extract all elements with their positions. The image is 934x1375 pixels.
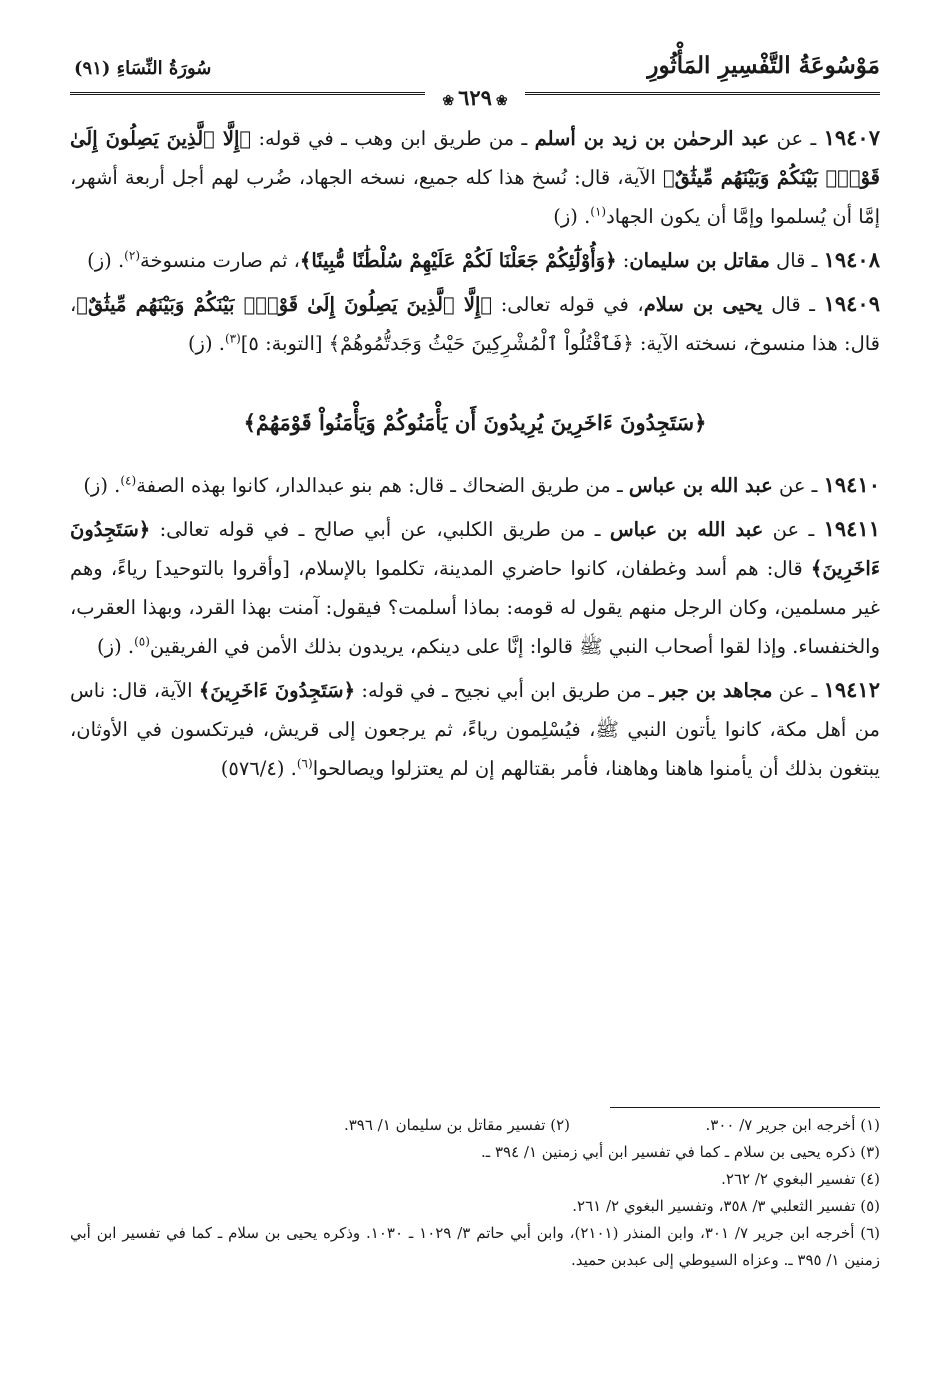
entry-chain: ، في قوله تعالى: — [492, 293, 644, 316]
main-text — [70, 118, 880, 792]
entry-text: هم بنو عبدالدار، كانوا بهذه الصفة — [136, 474, 402, 497]
entry-chain: ـ من طريق الضحاك ـ قال: — [401, 474, 629, 497]
surah-label: سُورَةُ النِّسَاءِ (٩١) — [74, 58, 212, 79]
header-rule-left — [70, 92, 425, 95]
entry-text: ، قال: هذا منسوخ، نسخته الآية: ﴿فَٱقْتُلُواْ ٱلْمُشْرِكِينَ حَيْثُ وَجَدتُّمُوهُمْ﴾ [التوبة: ٥] — [70, 293, 880, 355]
entry-intro: ـ عن — [769, 127, 824, 150]
entry-tail: . (ز) — [553, 205, 591, 228]
verse-heading: ﴿سَتَجِدُونَ ءَاخَرِينَ يُرِيدُونَ أَن يَأْمَنُوكُمْ وَيَأْمَنُواْ قَوْمَهُمْ﴾ — [243, 410, 707, 435]
entry-number: ١٩٤١٢ — [823, 677, 880, 702]
footnote-5: (٥) تفسير الثعلبي ٣/ ٣٥٨، وتفسير البغوي ٢/ ٢٦١. — [572, 1197, 880, 1215]
entry-intro: ـ قال — [769, 249, 824, 272]
quran-quote: ﴿إِلَّا ٱلَّذِينَ يَصِلُونَ إِلَىٰ قَوْمِۭ بَيْنَكُمْ وَبَيْنَهُم مِّيثَٰقٌ﴾ — [70, 127, 880, 189]
entry-text: قال: هم أسد وغطفان، كانوا حاضري المدينة، تكلموا بالإسلام، [وأقروا بالتوحيد] رياءً، وهم غير مسلمين، وكان الرجل منهم يقول له قومه: بماذا أسلمت؟ فيقول: آمنت بهذا القرد، وبهذا العقرب، والخنفساء. وإذا لقوا أصحاب النبي ﷺ قالوا: إنَّا على دينكم، يريدون بذلك الأمن في الفريقين — [70, 557, 880, 658]
ornament-right-icon: ❀ — [495, 93, 508, 109]
entry-19409 — [70, 284, 880, 363]
series-title: مَوْسُوعَةُ التَّفْسِيرِ المَأْثُورِ — [647, 52, 880, 79]
entry-chain: ـ من طريق ابن أبي نجيح ـ في قوله: — [355, 679, 661, 702]
entry-intro: ـ قال — [762, 293, 824, 316]
page-number-block — [425, 86, 525, 113]
footnote-6: (٦) أخرجه ابن جرير ٧/ ٣٠١، وابن المنذر (٢١٠١)، وابن أبي حاتم ٣/ ١٠٢٩ ـ ١٠٣٠. وذكره يحيى بن سلام ـ كما في تفسير ابن أبي زمنين ١/ ٣٩٥ ـ. وعزاه السيوطي إلى عبدبن حميد. — [70, 1224, 881, 1269]
entry-tail: . (ز) — [187, 332, 225, 355]
entry-chain: ـ من طريق الكلبي، عن أبي صالح ـ في قوله تعالى: — [150, 518, 610, 541]
entry-text: ، ثم صارت منسوخة — [140, 249, 300, 272]
footnote-marker[interactable]: (٥) — [134, 634, 150, 649]
footnote-4: (٤) تفسير البغوي ٢/ ٢٦٢. — [721, 1170, 880, 1188]
narrator-name: عبد الله بن عباس — [628, 474, 773, 497]
entry-number: ١٩٤٠٨ — [823, 247, 880, 272]
narrator-name: مقاتل بن سليمان — [629, 249, 770, 272]
entry-chain: ـ من طريق ابن وهب ـ في قوله: — [251, 127, 535, 150]
entry-number: ١٩٤٠٧ — [823, 125, 880, 150]
footnote-row — [70, 1112, 880, 1139]
entry-chain: : — [616, 249, 630, 272]
entry-19410 — [70, 465, 880, 505]
entry-19411 — [70, 509, 880, 666]
narrator-name: يحيى بن سلام — [643, 293, 763, 316]
page-number: ٦٢٩ — [458, 85, 492, 110]
footnote-marker[interactable]: (٢) — [124, 248, 140, 263]
entry-number: ١٩٤١٠ — [823, 472, 880, 497]
quran-quote: ﴿وَأُوْلَٰٓئِكُمْ جَعَلْنَا لَكُمْ عَلَيْهِمْ سُلْطَٰنًا مُّبِينًا﴾ — [299, 249, 617, 272]
footnote-3: (٣) ذكره يحيى بن سلام ـ كما في تفسير ابن أبي زمنين ١/ ٣٩٤ ـ. — [481, 1143, 880, 1161]
narrator-name: عبد الرحمٰن بن زيد بن أسلم — [534, 127, 770, 150]
entry-intro: ـ عن — [772, 474, 824, 497]
entry-intro: ـ عن — [772, 679, 824, 702]
footnote-marker[interactable]: (١) — [590, 204, 607, 219]
footnote-divider — [610, 1107, 880, 1108]
entry-19407 — [70, 118, 880, 236]
header-rule-right — [525, 92, 880, 95]
narrator-name: مجاهد بن جبر — [660, 679, 773, 702]
quran-quote: ﴿سَتَجِدُونَ ءَاخَرِينَ﴾ — [70, 518, 880, 580]
ornament-left-icon: ❀ — [442, 93, 455, 109]
entry-tail: . (ز) — [97, 635, 135, 658]
footnote-2: (٢) تفسير مقاتل بن سليمان ١/ ٣٩٦. — [343, 1116, 570, 1134]
footnote-marker[interactable]: (٦) — [296, 756, 313, 771]
header-rule — [70, 86, 880, 110]
entry-19412 — [70, 670, 880, 788]
footnote-marker[interactable]: (٤) — [120, 473, 137, 488]
entry-number: ١٩٤١١ — [823, 516, 880, 541]
quran-quote: ﴿سَتَجِدُونَ ءَاخَرِينَ﴾ — [198, 679, 356, 702]
footnote-marker[interactable]: (٣) — [224, 331, 241, 346]
entry-text: الآية، قال: ناس من أهل مكة، كانوا يأتون النبي ﷺ، فيُسْلِمون رياءً، ثم يرجعون إلى قريش، فيرتكسون في الأوثان، يبتغون بذلك أن يأمنوا هاهنا وهاهنا، فأمر بقتالهم إن لم يعتزلوا ويصالحوا — [70, 679, 880, 780]
entry-tail: . (ز) — [83, 474, 121, 497]
entry-text: الآية، قال: نُسخ هذا كله جميع، نسخه الجهاد، ضُرب لهم أجل أربعة أشهر، إمَّا أن يُسلموا وإمَّا أن يكون الجهاد — [70, 166, 880, 228]
entry-tail: . (٥٧٦/٤) — [220, 757, 297, 780]
narrator-name: عبد الله بن عباس — [609, 518, 764, 541]
footnote-1: (١) أخرجه ابن جرير ٧/ ٣٠٠. — [705, 1116, 880, 1134]
entry-tail: . (ز) — [87, 249, 125, 272]
quran-quote: ﴿إِلَّا ٱلَّذِينَ يَصِلُونَ إِلَىٰ قَوْمِۭ بَيْنَكُمْ وَبَيْنَهُم مِّيثَٰقٌ﴾ — [76, 293, 493, 316]
entry-number: ١٩٤٠٩ — [823, 291, 880, 316]
page-header — [70, 40, 880, 110]
footnotes — [70, 1112, 880, 1274]
entry-19408 — [70, 240, 880, 280]
entry-intro: ـ عن — [763, 518, 824, 541]
